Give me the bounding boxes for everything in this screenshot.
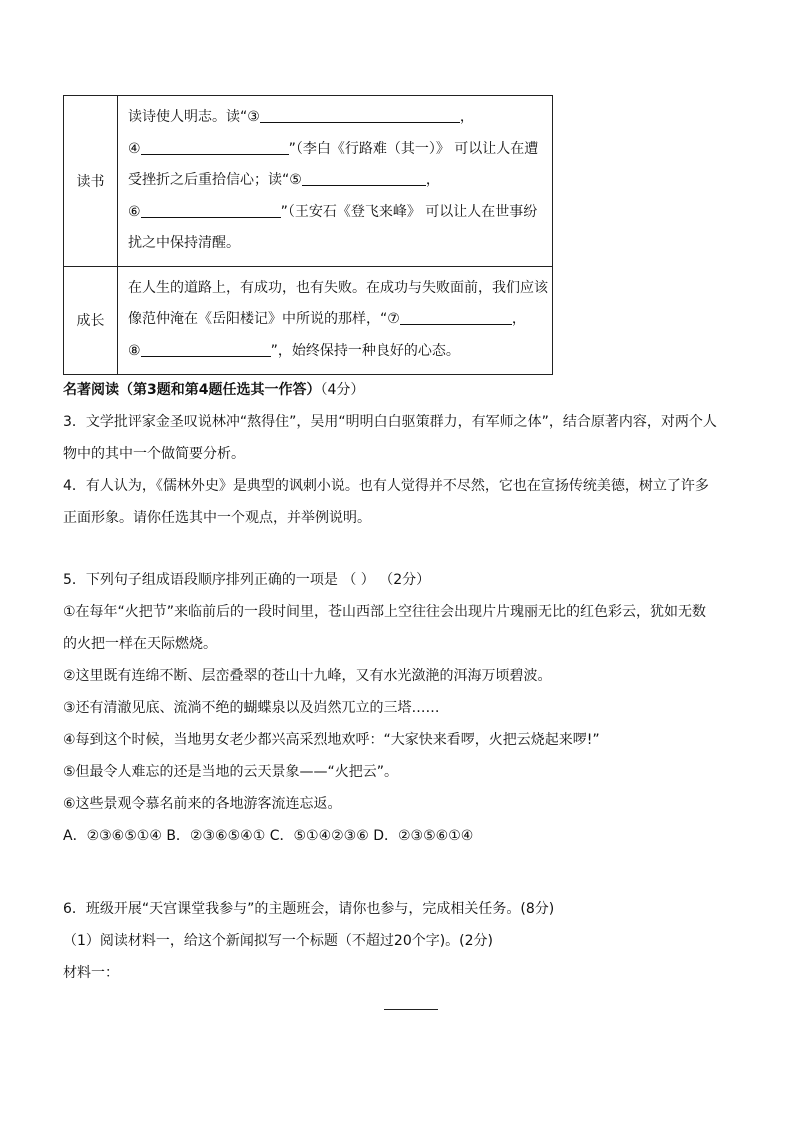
sentence-4: ④每到这个时候，当地男女老少都兴高采烈地欢呼：“大家快来看啰，火把云烧起来啰!” [63,732,600,748]
reading-line [128,102,542,134]
answer-blank[interactable] [302,169,426,186]
line-text: 读诗使人明志。读“③ [128,109,260,125]
table-row-reading [64,96,553,267]
row-label-growth: 成长 [64,266,118,374]
line-text-after-blank: ， [459,109,474,125]
divider-rule [384,1009,438,1010]
question-3-line-1: 3．文学批评家金圣叹说林冲“熬得住”，吴用“明明白白驱策群力，有军师之体”，结合原著内容，对两个人 [63,414,717,430]
reading-line [128,197,542,229]
sentence-1-line-2: 的火把一样在天际燃烧。 [63,636,217,652]
row-content-growth [118,266,553,374]
question-4-line-2: 正面形象。请你任选其中一个观点，并举例说明。 [63,510,371,526]
answer-options: A．②③⑥⑤①④ B．②③⑥⑤④① C．⑤①④②③⑥ D．②③⑤⑥①④ [63,828,474,844]
line-text-after-blank: ”（王安石《登飞来峰》 可以让人在世事纷 [280,203,538,220]
question-5-stem: 5．下列句子组成语段顺序排列正确的一项是 （ ） （2分） [63,572,431,588]
reading-line [128,165,542,197]
line-text: ⑧ [128,342,141,359]
row-content-reading [118,96,553,267]
reading-growth-table [63,95,553,375]
sentence-2: ②这里既有连绵不断、层峦叠翠的苍山十九峰，又有水光潋滟的洱海万顷碧波。 [63,668,552,684]
question-6-part-1: （1）阅读材料一，给这个新闻拟写一个标题（不超过20个字)。(2分) [63,933,494,949]
line-text-after-blank: ， [425,172,440,188]
question-3-line-2: 物中的其中一个做简要分析。 [63,446,245,462]
line-text: ④ [128,140,141,157]
sentence-3: ③还有清澈见底、流淌不绝的蝴蝶泉以及岿然兀立的三塔…… [63,700,440,716]
question-4-line-1: 4．有人认为，《儒林外史》是典型的讽刺小说。也有人觉得并不尽然，它也在宣扬传统美德，树立了许多 [63,478,709,494]
line-text: 像范仲淹在《岳阳楼记》中所说的那样，“⑦ [128,311,400,328]
growth-line [128,273,548,305]
line-text-after-blank: ， [511,311,526,328]
line-text: 受挫折之后重拾信心；读“⑤ [128,172,302,188]
line-text-after-blank: ”，始终保持一种良好的心态。 [270,342,460,359]
sentence-6: ⑥这些景观令慕名前来的各地游客流连忘返。 [63,796,342,812]
answer-blank[interactable] [141,201,281,218]
answer-blank[interactable] [260,106,460,123]
question-6-stem: 6．班级开展“天宫课堂我参与”的主题班会，请你也参与，完成相关任务。(8分) [63,901,555,917]
reading-line [128,134,542,166]
table-row-growth [64,266,553,374]
answer-blank[interactable] [141,340,271,357]
line-text: ⑥ [128,203,141,220]
row-label-reading: 读书 [64,96,118,267]
growth-line [128,336,542,368]
line-text: 在人生的道路上，有成功，也有失败。在成功与失败面前，我们应该 [128,279,548,296]
answer-blank[interactable] [141,138,289,155]
section-title: 名著阅读（第3题和第4题任选其一作答） [63,382,321,398]
growth-line [128,304,542,336]
sentence-1-line-1: ①在每年“火把节”来临前后的一段时间里，苍山西部上空往往会出现片片瑰丽无比的红色彩云，犹如无数 [63,604,707,620]
answer-blank[interactable] [400,308,512,325]
sentence-5: ⑤但最令人难忘的还是当地的云天景象——“火把云”。 [63,764,399,780]
material-one-label: 材料一： [63,965,119,981]
line-text: 扰之中保持清醒。 [128,235,240,251]
section-points: （4分） [320,382,365,398]
reading-line [128,228,542,260]
section-heading [63,380,364,400]
line-text-after-blank: ”（李白《行路难（其一）》 可以让人在遭 [288,140,539,157]
